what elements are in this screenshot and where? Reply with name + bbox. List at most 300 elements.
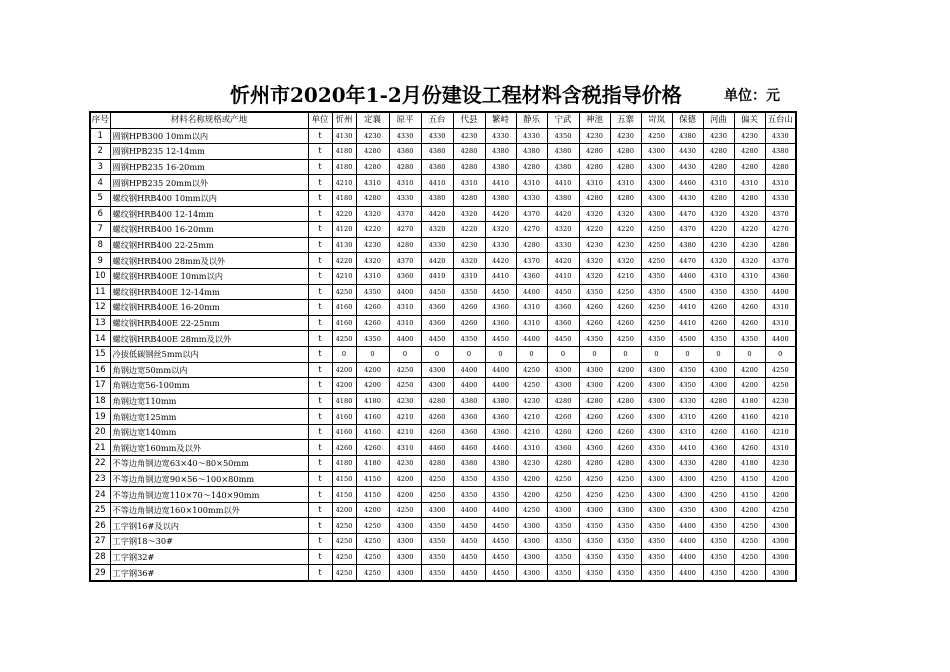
price-cell: 4330 (389, 128, 421, 144)
price-cell: 4210 (332, 175, 356, 191)
price-cell: 4280 (579, 456, 610, 472)
price-cell: 4350 (641, 331, 672, 347)
row-number: 14 (90, 331, 110, 347)
price-cell: 4380 (453, 393, 485, 409)
price-cell: 4320 (547, 222, 579, 238)
table-row (90, 315, 796, 331)
price-cell: 4260 (579, 300, 610, 316)
table-row (90, 378, 796, 394)
table-row (90, 206, 796, 222)
table-row (90, 362, 796, 378)
price-cell: 4270 (765, 222, 796, 238)
price-cell: 4230 (734, 237, 765, 253)
table-row (90, 175, 796, 191)
price-cell: 4230 (516, 393, 547, 409)
price-cell: 0 (356, 346, 389, 362)
price-cell: 4310 (389, 440, 421, 456)
price-cell: 4210 (516, 424, 547, 440)
price-cell: 4380 (485, 393, 516, 409)
price-cell: 4350 (547, 128, 579, 144)
price-cell: 0 (389, 346, 421, 362)
price-cell: 4310 (516, 440, 547, 456)
price-cell: 4320 (579, 206, 610, 222)
unit-cell: t (308, 284, 332, 300)
price-cell: 4380 (765, 144, 796, 160)
material-name: 角钢边宽110mm (110, 393, 308, 409)
material-name: 不等边角钢边宽160×100mm以外 (110, 502, 308, 518)
price-cell: 4380 (672, 128, 703, 144)
price-cell: 4380 (485, 144, 516, 160)
price-cell: 4250 (332, 284, 356, 300)
row-number: 11 (90, 284, 110, 300)
price-cell: 0 (453, 346, 485, 362)
material-name: 不等边角钢边宽110×70～140×90mm (110, 487, 308, 503)
material-name: 螺纹钢HRB400 16-20mm (110, 222, 308, 238)
price-cell: 4200 (734, 502, 765, 518)
column-header: 单位 (308, 112, 332, 128)
material-name: 螺纹钢HRB400 28mm及以外 (110, 253, 308, 269)
price-cell: 4350 (453, 284, 485, 300)
price-cell: 4210 (765, 424, 796, 440)
material-name: 工字钢18～30# (110, 534, 308, 550)
table-row (90, 502, 796, 518)
price-cell: 4150 (332, 487, 356, 503)
row-number: 12 (90, 300, 110, 316)
price-cell: 4300 (641, 502, 672, 518)
price-cell: 4350 (672, 378, 703, 394)
price-cell: 4260 (610, 409, 641, 425)
price-cell: 4250 (641, 128, 672, 144)
price-cell: 4350 (610, 534, 641, 550)
price-cell: 4450 (485, 565, 516, 581)
price-cell: 4270 (516, 222, 547, 238)
price-cell: 4280 (610, 159, 641, 175)
unit-cell: t (308, 237, 332, 253)
price-cell: 4350 (547, 534, 579, 550)
price-cell: 4230 (579, 237, 610, 253)
price-cell: 4350 (547, 518, 579, 534)
table-row (90, 487, 796, 503)
price-cell: 4230 (610, 128, 641, 144)
price-cell: 4350 (641, 518, 672, 534)
price-cell: 4160 (332, 424, 356, 440)
material-name: 圆钢HPB300 10mm以内 (110, 128, 308, 144)
price-cell: 4230 (516, 456, 547, 472)
price-cell: 4380 (485, 159, 516, 175)
price-cell: 4310 (765, 315, 796, 331)
price-cell: 4310 (579, 175, 610, 191)
price-cell: 4380 (421, 144, 453, 160)
table-row (90, 222, 796, 238)
price-cell: 0 (547, 346, 579, 362)
price-cell: 4360 (421, 315, 453, 331)
price-cell: 4410 (672, 300, 703, 316)
price-cell: 4300 (579, 502, 610, 518)
unit-cell: t (308, 159, 332, 175)
price-cell: 4400 (672, 534, 703, 550)
price-cell: 4220 (579, 222, 610, 238)
price-cell: 4200 (389, 471, 421, 487)
price-cell: 4330 (516, 128, 547, 144)
price-cell: 4450 (453, 549, 485, 565)
price-cell: 4250 (389, 362, 421, 378)
column-header: 序号 (90, 112, 110, 128)
price-cell: 4300 (516, 565, 547, 581)
price-cell: 4330 (421, 128, 453, 144)
price-cell: 4380 (389, 144, 421, 160)
price-cell: 4200 (389, 487, 421, 503)
price-cell: 4420 (421, 253, 453, 269)
material-name: 螺纹钢HRB400E 16-20mm (110, 300, 308, 316)
price-cell: 4330 (547, 237, 579, 253)
row-number: 29 (90, 565, 110, 581)
table-body (90, 128, 796, 581)
price-cell: 4400 (453, 378, 485, 394)
unit-cell: t (308, 144, 332, 160)
price-cell: 4380 (485, 456, 516, 472)
price-cell: 4280 (703, 190, 734, 206)
price-cell: 4180 (332, 393, 356, 409)
price-cell: 4280 (703, 144, 734, 160)
price-cell: 4350 (485, 471, 516, 487)
price-cell: 4330 (421, 237, 453, 253)
price-cell: 4260 (356, 315, 389, 331)
price-cell: 4360 (547, 300, 579, 316)
price-cell: 4330 (672, 456, 703, 472)
price-cell: 4250 (703, 471, 734, 487)
price-cell: 4350 (672, 362, 703, 378)
price-cell: 4200 (610, 378, 641, 394)
price-cell: 4460 (453, 440, 485, 456)
price-cell: 4300 (516, 518, 547, 534)
price-cell: 4220 (332, 206, 356, 222)
price-cell: 4330 (765, 190, 796, 206)
price-cell: 4210 (516, 409, 547, 425)
price-cell: 4320 (734, 253, 765, 269)
column-header: 偏关 (734, 112, 765, 128)
row-number: 5 (90, 190, 110, 206)
price-cell: 4330 (516, 190, 547, 206)
price-cell: 4400 (485, 362, 516, 378)
price-cell: 4210 (389, 409, 421, 425)
price-cell: 4370 (516, 206, 547, 222)
material-name: 工字钢36# (110, 565, 308, 581)
price-cell: 4160 (734, 424, 765, 440)
table-row (90, 300, 796, 316)
material-name: 角钢边宽125mm (110, 409, 308, 425)
price-cell: 4330 (765, 128, 796, 144)
unit-cell: t (308, 253, 332, 269)
price-cell: 4280 (453, 159, 485, 175)
price-cell: 4350 (547, 565, 579, 581)
price-cell: 4180 (734, 393, 765, 409)
material-name: 角钢边宽50mm以内 (110, 362, 308, 378)
price-cell: 4280 (356, 190, 389, 206)
price-cell: 4250 (356, 518, 389, 534)
price-cell: 4400 (453, 362, 485, 378)
unit-cell: t (308, 206, 332, 222)
table-row (90, 565, 796, 581)
price-cell: 4160 (356, 409, 389, 425)
price-cell: 4250 (703, 487, 734, 503)
price-cell: 4150 (356, 487, 389, 503)
price-cell: 4320 (610, 253, 641, 269)
price-cell: 4280 (516, 159, 547, 175)
price-cell: 4360 (485, 315, 516, 331)
price-cell: 4260 (332, 440, 356, 456)
price-cell: 4360 (765, 268, 796, 284)
unit-cell: t (308, 315, 332, 331)
unit-cell: t (308, 346, 332, 362)
price-cell: 4180 (332, 456, 356, 472)
price-cell: 4260 (547, 409, 579, 425)
price-cell: 4250 (332, 518, 356, 534)
unit-cell: t (308, 424, 332, 440)
price-cell: 0 (734, 346, 765, 362)
price-cell: 4280 (734, 190, 765, 206)
price-cell: 4400 (672, 549, 703, 565)
price-cell: 4350 (641, 549, 672, 565)
price-cell: 4250 (516, 362, 547, 378)
unit-cell: t (308, 456, 332, 472)
price-cell: 4200 (356, 502, 389, 518)
price-cell: 4380 (421, 159, 453, 175)
price-cell: 4350 (610, 518, 641, 534)
price-cell: 4220 (610, 222, 641, 238)
price-cell: 4350 (356, 331, 389, 347)
price-cell: 4260 (703, 424, 734, 440)
unit-cell: t (308, 518, 332, 534)
price-cell: 4260 (610, 424, 641, 440)
price-cell: 4320 (356, 253, 389, 269)
price-cell: 4370 (765, 206, 796, 222)
row-number: 21 (90, 440, 110, 456)
price-cell: 4330 (485, 237, 516, 253)
row-number: 20 (90, 424, 110, 440)
price-cell: 4250 (332, 565, 356, 581)
material-name: 螺纹钢HRB400 22-25mm (110, 237, 308, 253)
table-row (90, 346, 796, 362)
price-cell: 4300 (547, 362, 579, 378)
price-cell: 4280 (547, 456, 579, 472)
price-cell: 4300 (641, 159, 672, 175)
price-cell: 4430 (672, 144, 703, 160)
price-cell: 4310 (516, 300, 547, 316)
price-cell: 4300 (389, 565, 421, 581)
price-cell: 4350 (610, 549, 641, 565)
material-name: 工字钢16#及以内 (110, 518, 308, 534)
price-cell: 0 (516, 346, 547, 362)
column-header: 神池 (579, 112, 610, 128)
price-cell: 4350 (641, 440, 672, 456)
price-cell: 4200 (734, 362, 765, 378)
price-cell: 4260 (421, 424, 453, 440)
price-cell: 4330 (485, 128, 516, 144)
material-name: 圆钢HPB235 12-14mm (110, 144, 308, 160)
price-cell: 4250 (734, 534, 765, 550)
price-cell: 4350 (641, 268, 672, 284)
price-cell: 4350 (356, 284, 389, 300)
row-number: 15 (90, 346, 110, 362)
price-cell: 4300 (703, 362, 734, 378)
unit-cell: t (308, 409, 332, 425)
row-number: 27 (90, 534, 110, 550)
price-cell: 4250 (610, 487, 641, 503)
price-cell: 4300 (641, 393, 672, 409)
price-table (89, 111, 797, 582)
price-cell: 4280 (579, 190, 610, 206)
price-cell: 4250 (610, 284, 641, 300)
price-cell: 4420 (485, 253, 516, 269)
price-cell: 4300 (610, 502, 641, 518)
price-cell: 4460 (421, 440, 453, 456)
price-cell: 4350 (547, 549, 579, 565)
price-cell: 4230 (453, 237, 485, 253)
price-cell: 4300 (641, 487, 672, 503)
price-cell: 4400 (389, 331, 421, 347)
price-cell: 4320 (579, 268, 610, 284)
column-header: 忻州 (332, 112, 356, 128)
price-cell: 4360 (389, 268, 421, 284)
row-number: 28 (90, 549, 110, 565)
price-cell: 4180 (332, 159, 356, 175)
price-cell: 4310 (389, 315, 421, 331)
column-header: 五台山 (765, 112, 796, 128)
material-name: 冷拔低碳钢丝5mm以内 (110, 346, 308, 362)
price-cell: 4250 (610, 331, 641, 347)
price-cell: 4380 (485, 190, 516, 206)
price-cell: 4280 (579, 393, 610, 409)
price-cell: 4260 (610, 300, 641, 316)
price-cell: 4280 (765, 159, 796, 175)
price-cell: 4280 (610, 456, 641, 472)
row-number: 26 (90, 518, 110, 534)
price-cell: 4450 (485, 549, 516, 565)
row-number: 18 (90, 393, 110, 409)
price-cell: 4350 (703, 549, 734, 565)
table-row (90, 128, 796, 144)
price-cell: 4250 (516, 378, 547, 394)
price-cell: 4200 (516, 471, 547, 487)
price-cell: 4200 (356, 378, 389, 394)
price-cell: 0 (610, 346, 641, 362)
column-header: 静乐 (516, 112, 547, 128)
price-cell: 4320 (453, 253, 485, 269)
material-name: 工字钢32# (110, 549, 308, 565)
price-cell: 4350 (421, 534, 453, 550)
price-cell: 4350 (579, 331, 610, 347)
price-cell: 4280 (610, 144, 641, 160)
price-cell: 4320 (356, 206, 389, 222)
unit-cell: t (308, 471, 332, 487)
price-cell: 4220 (453, 222, 485, 238)
price-cell: 4450 (421, 331, 453, 347)
unit-cell: t (308, 300, 332, 316)
price-cell: 4370 (389, 253, 421, 269)
row-number: 24 (90, 487, 110, 503)
table-row (90, 144, 796, 160)
row-number: 16 (90, 362, 110, 378)
price-cell: 4350 (703, 331, 734, 347)
price-cell: 4360 (703, 440, 734, 456)
price-cell: 4300 (421, 378, 453, 394)
price-cell: 4310 (453, 268, 485, 284)
price-cell: 4130 (332, 128, 356, 144)
price-cell: 4260 (703, 409, 734, 425)
price-cell: 4300 (641, 456, 672, 472)
table-row (90, 456, 796, 472)
price-cell: 4300 (641, 471, 672, 487)
table-row (90, 190, 796, 206)
price-cell: 4260 (579, 424, 610, 440)
price-cell: 4160 (332, 300, 356, 316)
material-name: 螺纹钢HRB400 10mm以内 (110, 190, 308, 206)
price-cell: 4260 (356, 300, 389, 316)
material-name: 角钢边宽140mm (110, 424, 308, 440)
price-cell: 4250 (421, 471, 453, 487)
table-row (90, 534, 796, 550)
column-header: 岢岚 (641, 112, 672, 128)
price-cell: 4300 (516, 549, 547, 565)
price-cell: 4260 (421, 409, 453, 425)
price-cell: 4380 (547, 190, 579, 206)
price-cell: 4160 (332, 409, 356, 425)
unit-cell: t (308, 393, 332, 409)
price-cell: 4300 (641, 144, 672, 160)
price-cell: 4400 (389, 284, 421, 300)
price-cell: 4410 (547, 175, 579, 191)
price-cell: 4320 (485, 222, 516, 238)
column-header: 定襄 (356, 112, 389, 128)
price-cell: 4350 (579, 565, 610, 581)
price-cell: 4320 (734, 206, 765, 222)
price-cell: 4350 (421, 565, 453, 581)
price-cell: 4360 (421, 300, 453, 316)
price-cell: 4250 (389, 502, 421, 518)
price-cell: 4280 (610, 190, 641, 206)
price-cell: 4200 (765, 487, 796, 503)
price-cell: 4250 (332, 331, 356, 347)
price-cell: 4350 (703, 284, 734, 300)
price-cell: 4450 (547, 284, 579, 300)
price-cell: 4280 (421, 393, 453, 409)
price-cell: 4420 (485, 206, 516, 222)
price-cell: 4360 (579, 440, 610, 456)
price-cell: 4260 (610, 315, 641, 331)
table-row (90, 440, 796, 456)
price-cell: 4250 (356, 565, 389, 581)
column-header: 原平 (389, 112, 421, 128)
row-number: 13 (90, 315, 110, 331)
price-cell: 4300 (516, 534, 547, 550)
price-cell: 4250 (641, 237, 672, 253)
price-cell: 4310 (734, 268, 765, 284)
price-cell: 4360 (547, 440, 579, 456)
price-cell: 4250 (579, 487, 610, 503)
price-cell: 4450 (485, 518, 516, 534)
material-name: 角钢边宽160mm及以外 (110, 440, 308, 456)
price-cell: 4450 (453, 565, 485, 581)
price-cell: 4350 (734, 284, 765, 300)
price-cell: 4350 (579, 549, 610, 565)
row-number: 9 (90, 253, 110, 269)
material-name: 不等边角钢边宽90×56～100×80mm (110, 471, 308, 487)
price-cell: 4420 (547, 253, 579, 269)
price-cell: 4280 (734, 159, 765, 175)
price-cell: 4310 (389, 300, 421, 316)
row-number: 8 (90, 237, 110, 253)
price-cell: 0 (703, 346, 734, 362)
